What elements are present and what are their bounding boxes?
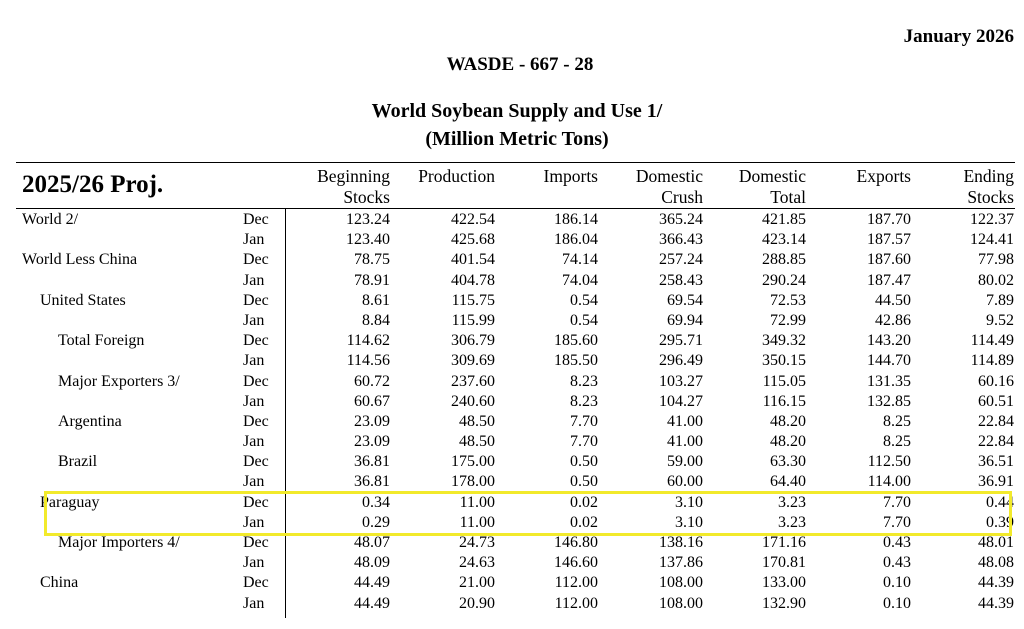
- value-cell: 186.04: [554, 231, 598, 249]
- table-subtitle: (Million Metric Tons): [425, 128, 609, 150]
- value-cell: 41.00: [667, 433, 703, 451]
- column-header: [317, 166, 390, 208]
- value-cell: 36.51: [978, 453, 1014, 471]
- table-row: [0, 573, 1024, 593]
- value-cell: 114.62: [346, 332, 390, 350]
- value-cell: 237.60: [451, 372, 495, 390]
- value-cell: 8.23: [570, 372, 598, 390]
- value-cell: 72.53: [770, 291, 806, 309]
- value-cell: 0.43: [883, 534, 911, 551]
- value-cell: 20.90: [459, 594, 495, 612]
- column-header: [739, 166, 806, 208]
- value-cell: 138.16: [659, 534, 703, 551]
- row-period: Dec: [243, 291, 269, 309]
- value-cell: 48.09: [354, 554, 390, 572]
- value-cell: 24.73: [459, 534, 495, 551]
- value-cell: 114.89: [970, 352, 1014, 370]
- table-body: [0, 210, 1024, 614]
- value-cell: 175.00: [451, 453, 495, 471]
- row-label: United States: [40, 291, 126, 309]
- column-header: [544, 166, 598, 187]
- value-cell: 63.30: [770, 453, 806, 471]
- value-cell: 44.39: [978, 574, 1014, 592]
- column-header-line1: Exports: [856, 166, 911, 186]
- value-cell: 24.63: [459, 554, 495, 572]
- value-cell: 22.84: [978, 433, 1014, 451]
- row-period: Dec: [243, 251, 269, 269]
- value-cell: 22.84: [978, 412, 1014, 430]
- value-cell: 7.89: [986, 291, 1014, 309]
- table-row: [0, 452, 1024, 472]
- value-cell: 48.01: [978, 534, 1014, 551]
- value-cell: 144.70: [867, 352, 911, 370]
- value-cell: 171.16: [762, 534, 806, 551]
- value-cell: 103.27: [659, 372, 703, 390]
- value-cell: 185.60: [554, 332, 598, 350]
- projection-label: 2025/26 Proj.: [22, 171, 164, 198]
- row-period: Dec: [243, 332, 269, 350]
- value-cell: 69.94: [667, 311, 703, 329]
- value-cell: 123.24: [346, 211, 390, 228]
- row-period: Dec: [243, 534, 269, 551]
- value-cell: 0.54: [570, 311, 598, 329]
- table-row: [0, 291, 1024, 311]
- row-period: Dec: [243, 211, 269, 228]
- value-cell: 425.68: [451, 231, 495, 249]
- value-cell: 36.81: [354, 473, 390, 491]
- value-cell: 112.00: [554, 594, 598, 612]
- table-title: World Soybean Supply and Use 1/: [371, 100, 663, 122]
- value-cell: 0.39: [986, 513, 1014, 531]
- value-cell: 187.47: [867, 271, 911, 289]
- value-cell: 187.60: [867, 251, 911, 269]
- value-cell: 296.49: [659, 352, 703, 370]
- value-cell: 78.75: [354, 251, 390, 269]
- report-date: January 2026: [903, 26, 1014, 47]
- value-cell: 132.90: [762, 594, 806, 612]
- column-header-line2: Total: [770, 187, 806, 207]
- value-cell: 0.29: [362, 513, 390, 531]
- value-cell: 146.80: [554, 534, 598, 551]
- value-cell: 3.23: [778, 493, 806, 511]
- row-period: Dec: [243, 412, 269, 430]
- value-cell: 306.79: [451, 332, 495, 350]
- value-cell: 41.00: [667, 412, 703, 430]
- value-cell: 350.15: [762, 352, 806, 370]
- row-label: Argentina: [58, 412, 122, 430]
- value-cell: 0.34: [362, 493, 390, 511]
- value-cell: 170.81: [762, 554, 806, 572]
- table-row: [0, 553, 1024, 573]
- value-cell: 0.50: [570, 473, 598, 491]
- value-cell: 60.51: [978, 392, 1014, 410]
- value-cell: 131.35: [867, 372, 911, 390]
- value-cell: 0.02: [570, 493, 598, 511]
- value-cell: 257.24: [659, 251, 703, 269]
- value-cell: 60.72: [354, 372, 390, 390]
- row-period: Jan: [243, 231, 265, 249]
- value-cell: 178.00: [451, 473, 495, 491]
- value-cell: 295.71: [659, 332, 703, 350]
- column-header-line1: Imports: [543, 166, 598, 186]
- value-cell: 74.04: [562, 271, 598, 289]
- value-cell: 116.15: [762, 392, 806, 410]
- value-cell: 108.00: [659, 594, 703, 612]
- value-cell: 146.60: [554, 554, 598, 572]
- value-cell: 186.14: [554, 211, 598, 228]
- table-row: [0, 432, 1024, 452]
- value-cell: 48.50: [459, 412, 495, 430]
- value-cell: 7.70: [570, 433, 598, 451]
- value-cell: 8.25: [883, 412, 911, 430]
- value-cell: 69.54: [667, 291, 703, 309]
- row-period: Jan: [243, 433, 265, 451]
- value-cell: 77.98: [978, 251, 1014, 269]
- table-row: [0, 412, 1024, 432]
- value-cell: 115.05: [762, 372, 806, 390]
- value-cell: 137.86: [659, 554, 703, 572]
- row-label: China: [40, 574, 79, 592]
- value-cell: 112.50: [867, 453, 911, 471]
- value-cell: 108.00: [659, 574, 703, 592]
- value-cell: 0.02: [570, 513, 598, 531]
- value-cell: 114.49: [970, 332, 1014, 350]
- column-header: [636, 166, 703, 208]
- value-cell: 115.75: [451, 291, 495, 309]
- column-header-line1: Beginning: [317, 166, 390, 186]
- value-cell: 8.84: [362, 311, 390, 329]
- value-cell: 7.70: [883, 513, 911, 531]
- value-cell: 0.54: [570, 291, 598, 309]
- value-cell: 72.99: [770, 311, 806, 329]
- value-cell: 404.78: [451, 271, 495, 289]
- table-row: [0, 351, 1024, 371]
- value-cell: 124.41: [970, 231, 1014, 249]
- table-row: [0, 210, 1024, 230]
- value-cell: 349.32: [762, 332, 806, 350]
- value-cell: 421.85: [762, 211, 806, 228]
- value-cell: 48.50: [459, 433, 495, 451]
- row-label: World 2/: [22, 211, 79, 228]
- value-cell: 0.43: [883, 554, 911, 572]
- value-cell: 36.81: [354, 453, 390, 471]
- column-header-line1: Production: [418, 166, 495, 186]
- value-cell: 143.20: [867, 332, 911, 350]
- table-row: [0, 533, 1024, 553]
- value-cell: 258.43: [659, 271, 703, 289]
- value-cell: 8.23: [570, 392, 598, 410]
- value-cell: 422.54: [451, 211, 495, 228]
- table-row: [0, 372, 1024, 392]
- value-cell: 423.14: [762, 231, 806, 249]
- value-cell: 3.23: [778, 513, 806, 531]
- value-cell: 0.10: [883, 574, 911, 592]
- column-header-line1: Domestic: [635, 166, 703, 186]
- value-cell: 187.70: [867, 211, 911, 228]
- table-row: [0, 392, 1024, 412]
- value-cell: 7.70: [883, 493, 911, 511]
- value-cell: 11.00: [459, 513, 495, 531]
- value-cell: 114.00: [867, 473, 911, 491]
- row-period: Jan: [243, 352, 265, 370]
- value-cell: 290.24: [762, 271, 806, 289]
- row-period: Jan: [243, 392, 265, 410]
- row-period: Jan: [243, 513, 265, 531]
- value-cell: 78.91: [354, 271, 390, 289]
- value-cell: 9.52: [986, 311, 1014, 329]
- table-row: [0, 472, 1024, 492]
- row-label: World Less China: [22, 251, 138, 269]
- value-cell: 48.07: [354, 534, 390, 551]
- value-cell: 44.50: [875, 291, 911, 309]
- paraguay-highlight-box: [44, 491, 1012, 536]
- value-cell: 8.61: [362, 291, 390, 309]
- column-header-line1: Ending: [963, 166, 1014, 186]
- row-period: Dec: [243, 372, 269, 390]
- row-label: Major Exporters 3/: [58, 372, 180, 390]
- row-period: Dec: [243, 493, 269, 511]
- row-label: Total Foreign: [58, 332, 145, 350]
- table-row: [0, 230, 1024, 250]
- value-cell: 187.57: [867, 231, 911, 249]
- value-cell: 48.20: [770, 412, 806, 430]
- table-row: [0, 594, 1024, 614]
- table-row: [0, 250, 1024, 270]
- value-cell: 21.00: [459, 574, 495, 592]
- report-code: WASDE - 667 - 28: [446, 54, 594, 75]
- value-cell: 23.09: [354, 412, 390, 430]
- value-cell: 0.10: [883, 594, 911, 612]
- value-cell: 240.60: [451, 392, 495, 410]
- value-cell: 401.54: [451, 251, 495, 269]
- header-rule: [16, 208, 1015, 209]
- row-label: Major Importers 4/: [58, 534, 180, 551]
- row-period: Jan: [243, 311, 265, 329]
- value-cell: 112.00: [554, 574, 598, 592]
- row-label: Paraguay: [40, 493, 100, 511]
- value-cell: 3.10: [675, 513, 703, 531]
- table-row: [0, 331, 1024, 351]
- value-cell: 80.02: [978, 271, 1014, 289]
- value-cell: 132.85: [867, 392, 911, 410]
- row-period: Dec: [243, 574, 269, 592]
- row-period: Dec: [243, 453, 269, 471]
- value-cell: 366.43: [659, 231, 703, 249]
- value-cell: 8.25: [883, 433, 911, 451]
- value-cell: 11.00: [459, 493, 495, 511]
- value-cell: 36.91: [978, 473, 1014, 491]
- value-cell: 7.70: [570, 412, 598, 430]
- value-cell: 42.86: [875, 311, 911, 329]
- row-period: Jan: [243, 594, 265, 612]
- value-cell: 0.44: [986, 493, 1014, 511]
- value-cell: 44.39: [978, 594, 1014, 612]
- value-cell: 133.00: [762, 574, 806, 592]
- value-cell: 44.49: [354, 594, 390, 612]
- value-cell: 365.24: [659, 211, 703, 228]
- value-cell: 23.09: [354, 433, 390, 451]
- column-header-line2: Stocks: [967, 187, 1014, 207]
- column-header-line2: Stocks: [343, 187, 390, 207]
- table-row: [0, 311, 1024, 331]
- value-cell: 60.00: [667, 473, 703, 491]
- row-period: Jan: [243, 554, 265, 572]
- value-cell: 114.56: [346, 352, 390, 370]
- column-header-line2: Crush: [661, 187, 703, 207]
- value-cell: 59.00: [667, 453, 703, 471]
- value-cell: 48.20: [770, 433, 806, 451]
- value-cell: 60.16: [978, 372, 1014, 390]
- value-cell: 44.49: [354, 574, 390, 592]
- value-cell: 288.85: [762, 251, 806, 269]
- top-rule: [16, 162, 1015, 163]
- value-cell: 104.27: [659, 392, 703, 410]
- column-header: [857, 166, 911, 187]
- row-period: Jan: [243, 271, 265, 289]
- value-cell: 309.69: [451, 352, 495, 370]
- value-cell: 185.50: [554, 352, 598, 370]
- column-header-line1: Domestic: [738, 166, 806, 186]
- value-cell: 115.99: [451, 311, 495, 329]
- table-row: [0, 271, 1024, 291]
- row-period: Jan: [243, 473, 265, 491]
- value-cell: 48.08: [978, 554, 1014, 572]
- column-header: [963, 166, 1014, 208]
- value-cell: 64.40: [770, 473, 806, 491]
- row-label: Brazil: [58, 453, 98, 471]
- value-cell: 123.40: [346, 231, 390, 249]
- column-header: [418, 166, 495, 187]
- value-cell: 74.14: [562, 251, 598, 269]
- value-cell: 60.67: [354, 392, 390, 410]
- value-cell: 0.50: [570, 453, 598, 471]
- value-cell: 122.37: [970, 211, 1014, 228]
- value-cell: 3.10: [675, 493, 703, 511]
